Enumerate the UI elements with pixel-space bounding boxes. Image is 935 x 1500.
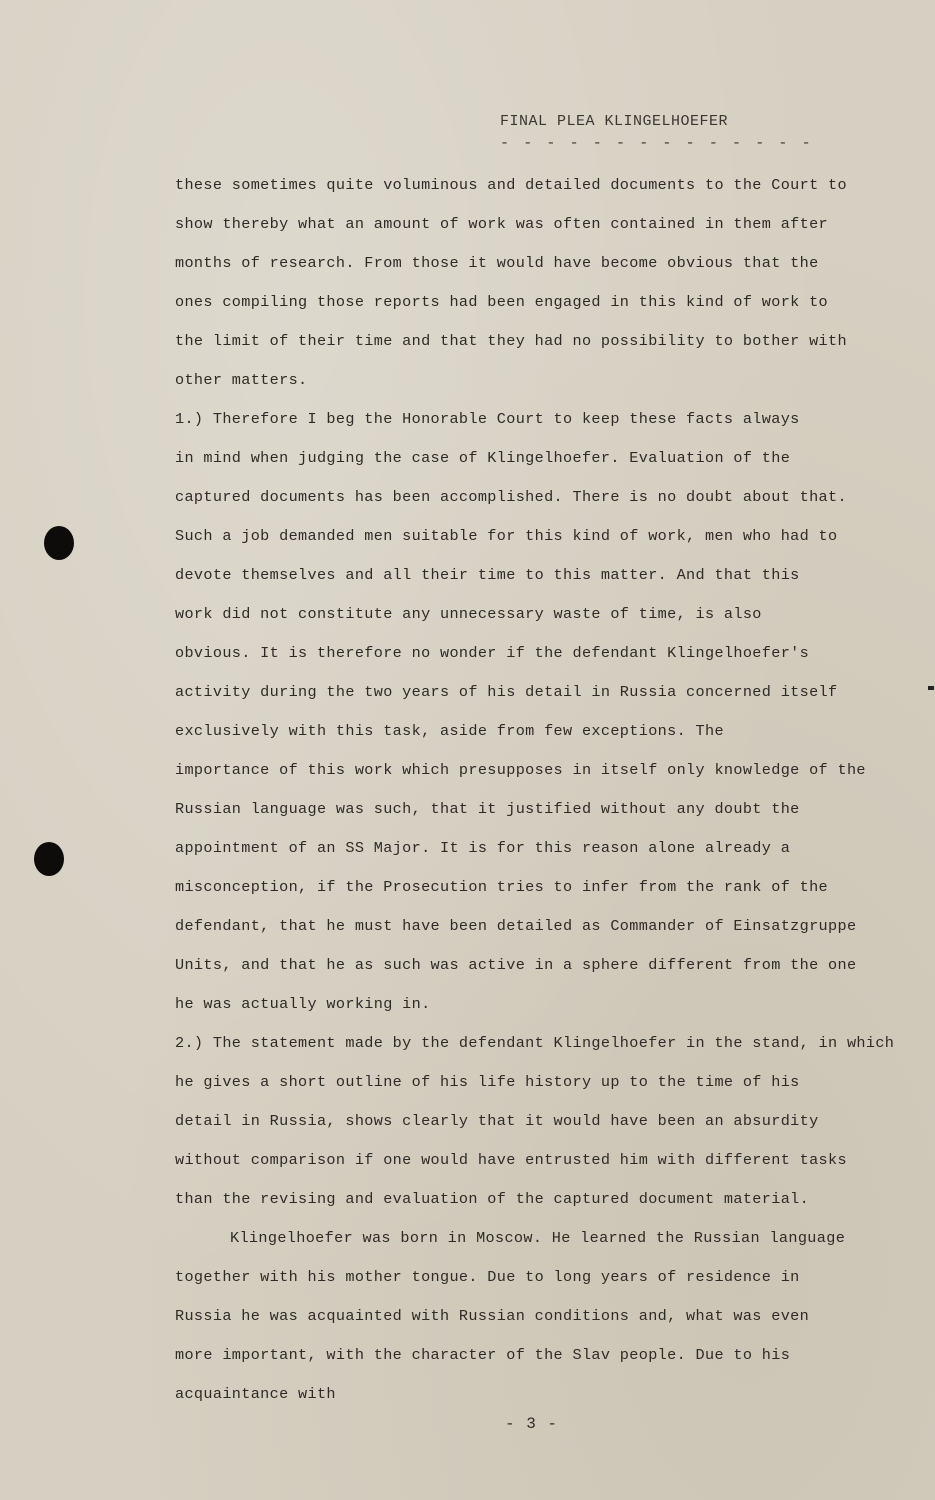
text-line: together with his mother tongue. Due to long years of residence in <box>175 1268 800 1286</box>
text-line: obvious. It is therefore no wonder if the defendant Klingelhoefer's <box>175 644 810 662</box>
text-line: Russian language was such, that it justified without any doubt the <box>175 800 800 818</box>
text-line: 2.) The statement made by the defendant Klingelhoefer in the stand, in which <box>175 1034 895 1052</box>
text-line: without comparison if one would have entrusted him with different tasks <box>175 1151 847 1169</box>
text-line: exclusively with this task, aside from few exceptions. The <box>175 722 724 740</box>
text-line: 1.) Therefore I beg the Honorable Court to keep these facts always <box>175 410 800 428</box>
text-line: work did not constitute any unnecessary waste of time, is also <box>175 605 762 623</box>
text-line: other matters. <box>175 371 308 389</box>
text-line: months of research. From those it would have become obvious that the <box>175 254 819 272</box>
punch-hole <box>34 842 64 876</box>
page-header-title: FINAL PLEA KLINGELHOEFER <box>500 113 729 130</box>
text-line: importance of this work which presupposes in itself only knowledge of the <box>175 761 866 779</box>
text-line: these sometimes quite voluminous and detailed documents to the Court to <box>175 176 847 194</box>
text-line: Klingelhoefer was born in Moscow. He learned the Russian language <box>230 1229 846 1247</box>
text-line: captured documents has been accomplished. There is no doubt about that. <box>175 488 847 506</box>
text-line: Units, and that he as such was active in a sphere different from the one <box>175 956 857 974</box>
text-line: defendant, that he must have been detailed as Commander of Einsatzgruppe <box>175 917 857 935</box>
text-line: than the revising and evaluation of the captured document material. <box>175 1190 810 1208</box>
text-line: he was actually working in. <box>175 995 431 1013</box>
text-line: detail in Russia, shows clearly that it would have been an absurdity <box>175 1112 819 1130</box>
punch-hole <box>44 526 74 560</box>
text-line: misconception, if the Prosecution tries to infer from the rank of the <box>175 878 829 896</box>
text-line: in mind when judging the case of Klingelhoefer. Evaluation of the <box>175 449 791 467</box>
header-underline: - - - - - - - - - - - - - - <box>500 135 814 152</box>
text-line: he gives a short outline of his life history up to the time of his <box>175 1073 800 1091</box>
text-line: more important, with the character of the Slav people. Due to his <box>175 1346 791 1364</box>
text-line: activity during the two years of his detail in Russia concerned itself <box>175 683 838 701</box>
text-line: ones compiling those reports had been engaged in this kind of work to <box>175 293 829 311</box>
text-line: appointment of an SS Major. It is for this reason alone already a <box>175 839 791 857</box>
text-line: Russia he was acquainted with Russian conditions and, what was even <box>175 1307 810 1325</box>
edge-mark <box>928 686 934 690</box>
text-line: devote themselves and all their time to this matter. And that this <box>175 566 800 584</box>
text-line: Such a job demanded men suitable for this kind of work, men who had to <box>175 527 838 545</box>
text-line: the limit of their time and that they had no possibility to bother with <box>175 332 847 350</box>
text-line: show thereby what an amount of work was often contained in them after <box>175 215 829 233</box>
text-line: acquaintance with <box>175 1385 336 1403</box>
document-body <box>175 166 895 1414</box>
page-number: - 3 - <box>505 1415 559 1433</box>
